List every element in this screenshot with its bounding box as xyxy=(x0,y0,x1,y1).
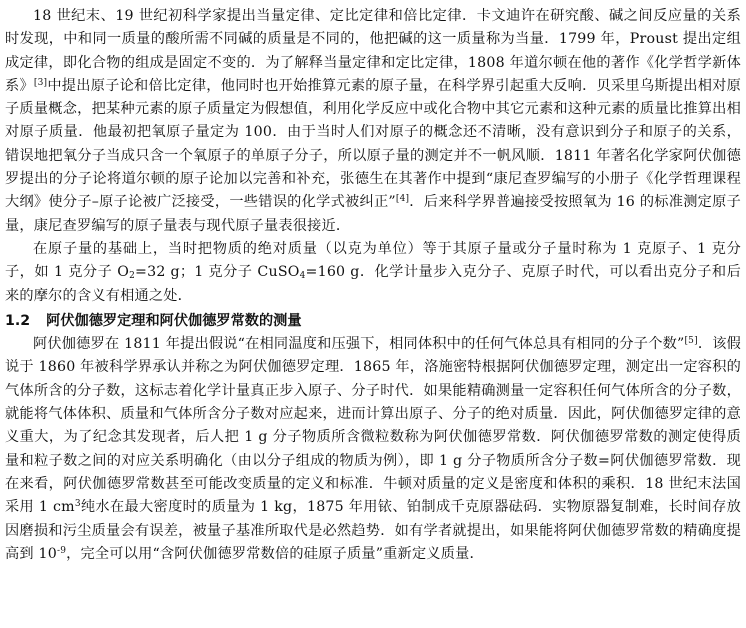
citation-ref[interactable]: [3] xyxy=(33,77,48,88)
paragraph-gram-molecule xyxy=(5,238,741,308)
section-title: 阿伏伽德罗定理和阿伏伽德罗常数的测量 xyxy=(46,312,302,329)
text-run: =160 g．化学计量步入克分子、克原子时代，可以看出克分子和后来的摩尔的含义有相通之处． xyxy=(5,264,741,304)
citation-ref[interactable]: [4] xyxy=(395,194,410,205)
section-heading xyxy=(5,310,741,333)
superscript: -9 xyxy=(56,545,67,556)
citation-ref[interactable]: [5] xyxy=(684,336,698,347)
text-run: ．后来科学界普遍接受按照氧为 16 的标准测定原子量，康尼查罗编写的原子量表与现代原子量表很接近． xyxy=(5,194,741,234)
paragraph-atomic-weight-history xyxy=(5,5,741,238)
text-run: ，完全可以用“含阿伏伽德罗常数倍的硅原子质量”重新定义质量． xyxy=(66,545,484,562)
text-run: 阿伏伽德罗在 1811 年提出假说“在相同温度和压强下，相同体积中的任何气体总具有相同的分子个数” xyxy=(33,336,685,353)
paragraph-avogadro xyxy=(5,333,741,566)
text-run: ．该假说于 1860 年被科学界承认并称之为阿伏伽德罗定理．1865 年，洛施密特根据阿伏伽德罗定理，测定出一定容积的气体所含的分子数，这标志着化学计量真正步入原子、分子时代．如果能精确测量一定容积任何气体所含的分子数，就能将气体体积、质量和气体所含分子数对应起来，进而计算出原子、分子的绝对质量．因此，阿伏伽德罗定律的意义重大，为了纪念其发现者，后人把 1 g 分子物质所含微粒数称为阿伏伽德罗常数．阿伏伽德罗常数的测定使得质量和粒子数之间的对应关系明确化（由以分子组成的物质为例），即 1 g 分子物质所含分子数=阿伏伽德罗常数．现在来看，阿伏伽德罗常数甚至可能改变质量的定义和标准．牛顿对质量的定义是密度和体积的乘积．18 世纪末法国采用 1 cm xyxy=(5,336,741,516)
text-run: 中提出原子论和倍比定律，他同时也开始推算元素的原子量，在科学界引起重大反响．贝采里乌斯提出相对原子质量概念，把某种元素的原子质量定为假想值，利用化学反应中或化合物中其它元素和这种元素的质量比推算出相对原子质量．他最初把氧原子量定为 100．由于当时人们对原子的概念还不清晰，没有意识到分子和原子的关系，错误地把氧分子当成只含一个氧原子的单原子分子，所以原子量的测定并不一帆风顺．1811 年著名化学家阿伏伽德罗提出的分子论将道尔顿的原子论加以完善和补充，张德生在其著作中提到“康尼查罗编写的小册子《化学哲理课程大纲》使分子–原子论被广泛接受，一些错误的化学式被纠正” xyxy=(5,77,741,211)
section-number: 1.2 xyxy=(5,312,31,329)
subscript: 4 xyxy=(299,271,306,282)
text-run: 18 世纪末、19 世纪初科学家提出当量定律、定比定律和倍比定律．卡文迪许在研究酸、碱之间反应量的关系时发现，中和同一质量的酸所需不同碱的质量是不同的，他把碱的这一质量称为当量．1799 年，Proust 提出定组成定律，即化合物的组成是固定不变的．为了解释当量定律和定比定律，1808 年道尔顿在他的著作《化学哲学新体系》 xyxy=(5,8,741,94)
superscript: 3 xyxy=(74,499,81,510)
text-run: 在原子量的基础上，当时把物质的绝对质量（以克为单位）等于其原子量或分子量时称为 1 克原子、1 克分子，如 1 克分子 O xyxy=(5,240,741,281)
document-page xyxy=(5,5,741,566)
subscript: 2 xyxy=(129,271,135,282)
text-run: =32 g；1 克分子 CuSO xyxy=(135,264,300,281)
text-run: 纯水在最大密度时的质量为 1 kg，1875 年用铱、铂制成千克原器砝码．实物原器复制难，长时间存放因磨损和污尘质量会有误差，被量子基准所取代是必然趋势．如有学者就提出，如果能将阿伏伽德罗常数的精确度提高到 10 xyxy=(5,499,741,562)
